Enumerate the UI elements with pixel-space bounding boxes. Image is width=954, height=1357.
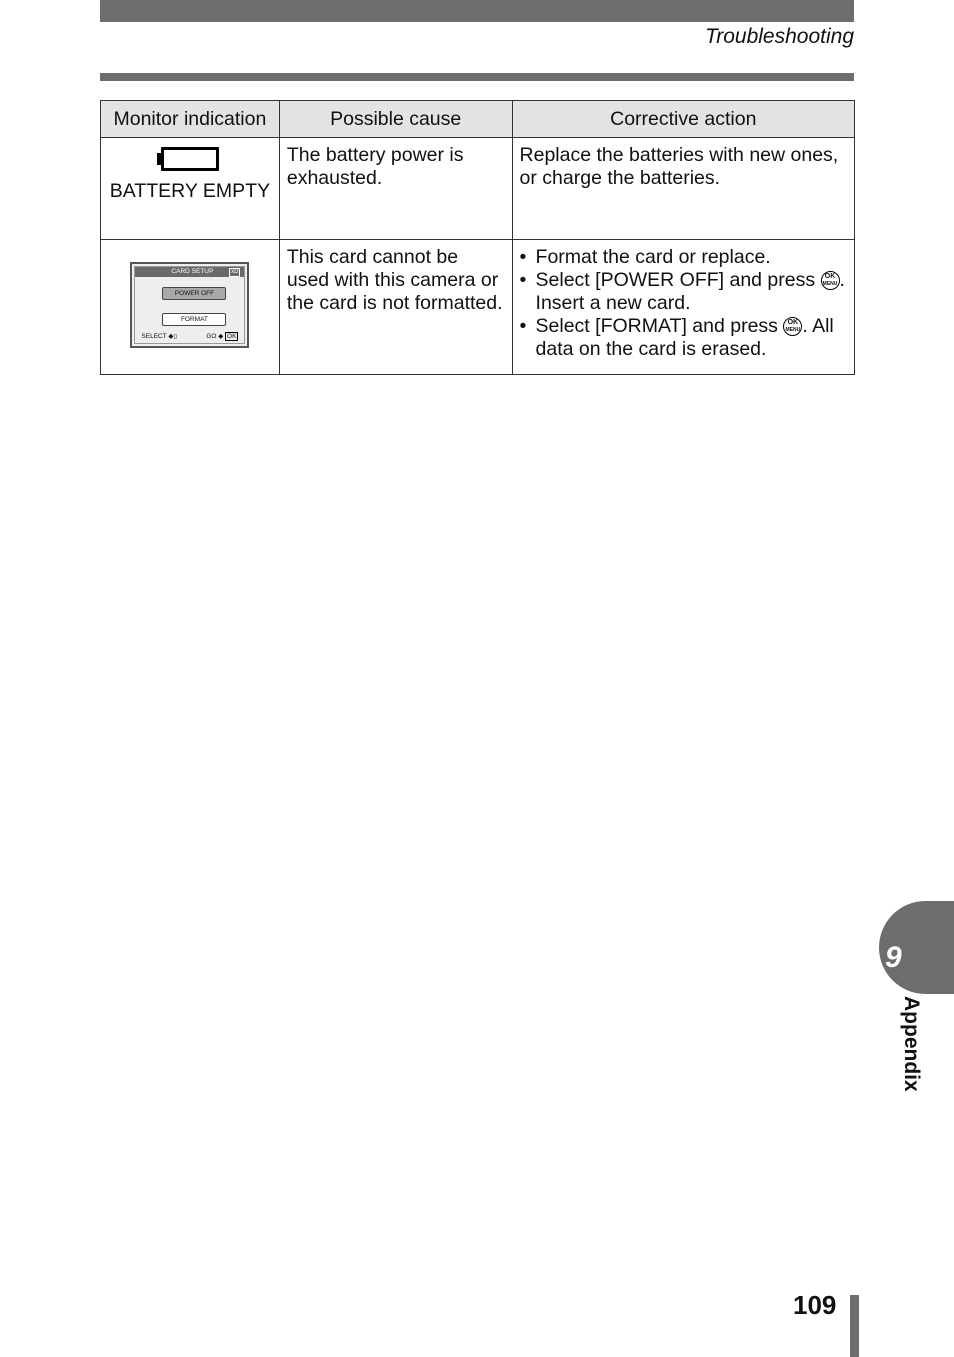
possible-cause-cell: The battery power is exhausted. bbox=[279, 138, 512, 240]
header-top-bar bbox=[100, 0, 854, 22]
table-row bbox=[101, 138, 855, 240]
screen-title-bar bbox=[135, 267, 244, 277]
list-item: • Select [POWER OFF] and press OK MENU . Insert a new card. bbox=[520, 269, 847, 315]
ok-menu-button-icon: OK MENU bbox=[821, 271, 840, 290]
page-edge-bar bbox=[850, 1295, 859, 1357]
arrow-icon: ◆ bbox=[218, 333, 224, 340]
table-row bbox=[101, 240, 855, 375]
ok-menu-button-icon: OK MENU bbox=[783, 317, 802, 336]
card-setup-screen bbox=[130, 262, 249, 348]
ok-key-icon: OK bbox=[227, 333, 237, 340]
monitor-indication-cell bbox=[101, 138, 280, 240]
troubleshooting-table bbox=[100, 100, 855, 375]
xd-card-icon: xD bbox=[231, 269, 239, 275]
possible-cause-cell: This card cannot be used with this camera or the card is not formatted. bbox=[279, 240, 512, 375]
corrective-action-cell: Replace the batteries with new ones, or charge the batteries. bbox=[512, 138, 854, 240]
battery-empty-label: BATTERY EMPTY bbox=[109, 180, 271, 202]
page-number: 109 bbox=[793, 1290, 837, 1320]
chapter-label: Appendix bbox=[900, 996, 923, 1092]
corrective-action-list bbox=[520, 246, 847, 361]
screen-option-power-off: POWER OFF bbox=[162, 287, 226, 300]
screen-footer-go: GO ◆ OK bbox=[206, 333, 237, 340]
arrow-pad-icon: ◆▯ bbox=[168, 333, 177, 340]
chapter-number: 9 bbox=[885, 941, 902, 974]
screen-title: CARD SETUP bbox=[171, 268, 214, 275]
column-header-monitor-indication: Monitor indication bbox=[101, 101, 280, 138]
screen-footer-select: SELECT ◆▯ bbox=[141, 333, 177, 340]
corrective-action-cell bbox=[512, 240, 854, 375]
battery-empty-icon bbox=[161, 147, 219, 171]
screen-option-format: FORMAT bbox=[162, 313, 226, 326]
column-header-possible-cause: Possible cause bbox=[279, 101, 512, 138]
header-title: Troubleshooting bbox=[704, 25, 854, 48]
column-header-corrective-action: Corrective action bbox=[512, 101, 854, 138]
header-rule bbox=[100, 73, 854, 81]
monitor-indication-cell bbox=[101, 240, 280, 375]
list-item: • Select [FORMAT] and press OK MENU . All data on the card is erased. bbox=[520, 315, 847, 361]
table-header-row bbox=[101, 101, 855, 138]
list-item: • Format the card or replace. bbox=[520, 246, 847, 269]
